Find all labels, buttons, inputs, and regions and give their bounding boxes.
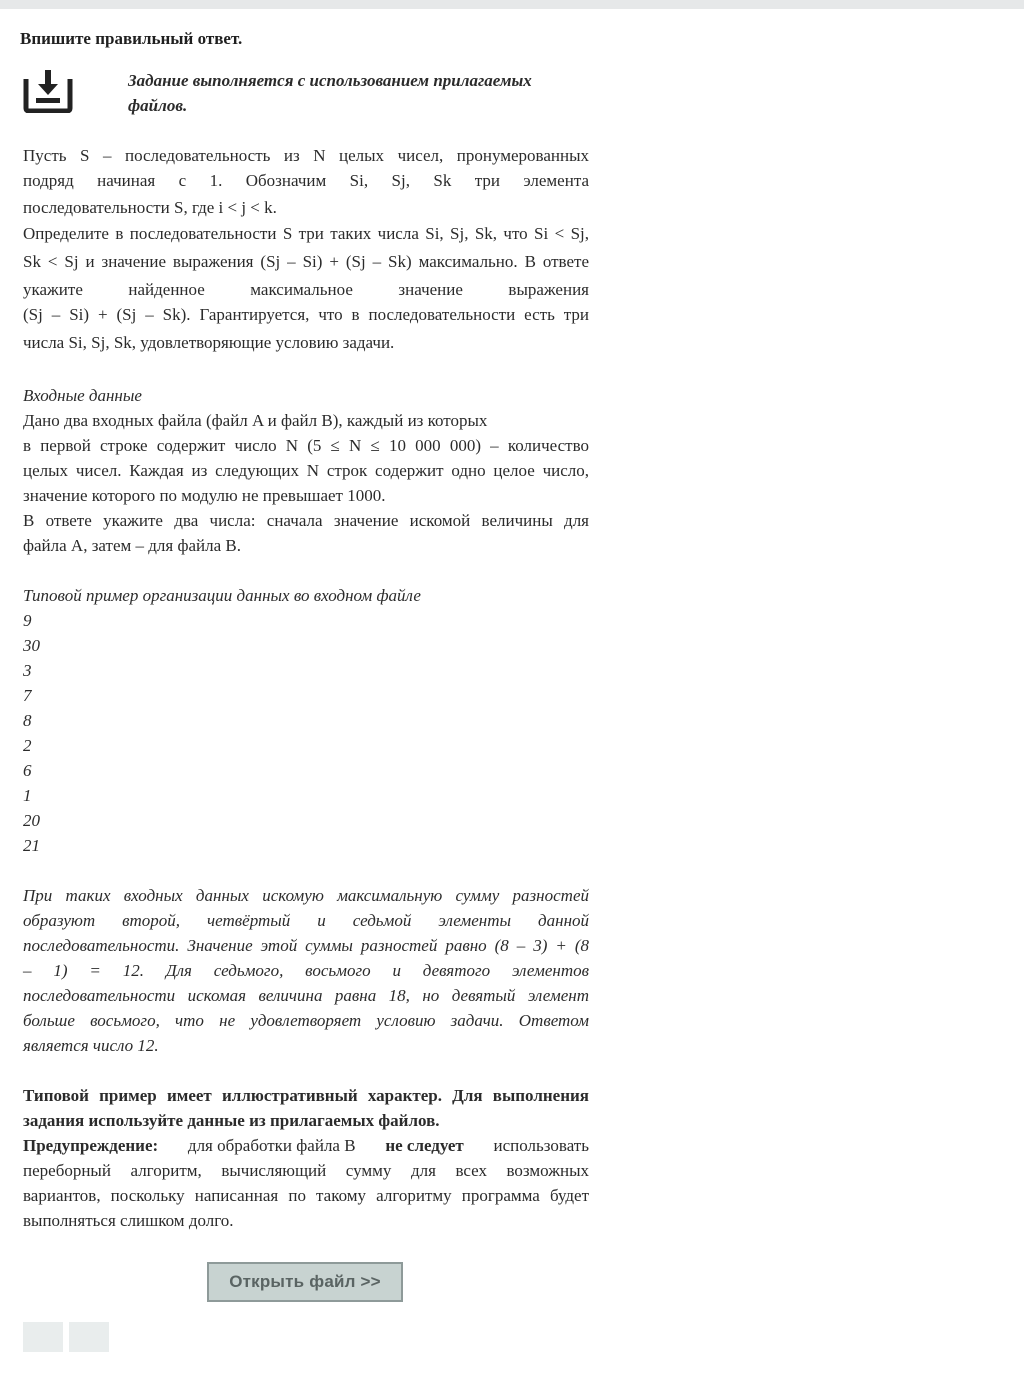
- instruction-title: Впишите правильный ответ.: [20, 29, 243, 48]
- example-number: 8: [23, 711, 32, 730]
- problem-line: подряд начиная с 1. Обозначим Si, Sj, Sk три элемента: [23, 171, 589, 190]
- top-bar: [0, 0, 1024, 9]
- problem-line: Пусть S – последовательность из N целых чисел, пронумерованных: [23, 146, 589, 165]
- problem-line: числа Si, Sj, Sk, удовлетворяющие условию задачи.: [23, 333, 395, 352]
- input-line: файла A, затем – для файла B.: [23, 536, 241, 555]
- input-line: В ответе укажите два числа: сначала значение искомой величины для: [23, 511, 589, 530]
- nav-placeholder-button[interactable]: [69, 1322, 109, 1352]
- warning-label: Предупреждение:: [23, 1136, 159, 1155]
- open-file-button[interactable]: Открыть файл >>: [207, 1262, 403, 1302]
- problem-line: (Sj – Si) + (Sj – Sk). Гарантируется, что в последовательности есть три: [23, 305, 589, 324]
- example-explanation: последовательности. Значение этой суммы разностей равно (8 – 3) + (8: [23, 936, 589, 955]
- example-explanation: При таких входных данных искомую максимальную сумму разностей: [23, 886, 589, 905]
- warning-line: переборный алгоритм, вычисляющий сумму для всех возможных: [23, 1161, 589, 1180]
- problem-line: Определите в последовательности S три таких числа Si, Sj, Sk, что Si < Sj,: [23, 224, 589, 243]
- warning-text: для обработки файла B: [187, 1136, 356, 1155]
- illustrative-note: задания используйте данные из прилагаемых файлов.: [23, 1111, 440, 1130]
- example-number: 7: [23, 686, 32, 705]
- input-heading: Входные данные: [23, 386, 142, 405]
- example-explanation: является число 12.: [23, 1036, 159, 1055]
- example-number: 3: [23, 661, 32, 680]
- example-explanation: – 1) = 12. Для седьмого, восьмого и девятого элементов: [23, 961, 589, 980]
- example-number: 6: [23, 761, 32, 780]
- example-number: 1: [23, 786, 32, 805]
- warning-text: использовать: [493, 1136, 589, 1155]
- warning-emphasis: не следует: [385, 1136, 464, 1155]
- warning-line: [23, 1133, 589, 1158]
- input-line: целых чисел. Каждая из следующих N строк содержит одно целое число,: [23, 461, 589, 480]
- example-number: 21: [23, 836, 40, 855]
- example-explanation: последовательности искомая величина равна 18, но девятый элемент: [23, 986, 589, 1005]
- example-number: 20: [23, 811, 40, 830]
- problem-line: последовательности S, где i < j < k.: [23, 198, 277, 217]
- illustrative-note: Типовой пример имеет иллюстративный характер. Для выполнения: [23, 1086, 589, 1105]
- warning-line: выполняться слишком долго.: [23, 1211, 234, 1230]
- problem-line: Sk < Sj и значение выражения (Sj – Si) + (Sj – Sk) максимально. В ответе: [23, 252, 589, 271]
- download-icon: [23, 67, 73, 113]
- example-number: 9: [23, 611, 32, 630]
- input-line: значение которого по модулю не превышает 1000.: [23, 486, 386, 505]
- example-number: 2: [23, 736, 32, 755]
- nav-placeholder-button[interactable]: [23, 1322, 63, 1352]
- problem-line: укажите найденное максимальное значение выражения: [23, 280, 589, 299]
- input-line: Дано два входных файла (файл A и файл B), каждый из которых: [23, 411, 488, 430]
- example-heading: Типовой пример организации данных во входном файле: [23, 586, 421, 605]
- input-line: в первой строке содержит число N (5 ≤ N ≤ 10 000 000) – количество: [23, 436, 589, 455]
- example-explanation: образуют второй, четвёртый и седьмой элементы данной: [23, 911, 589, 930]
- example-explanation: больше восьмого, что не удовлетворяет условию задачи. Ответом: [23, 1011, 589, 1030]
- files-note: Задание выполняется с использованием прилагаемых файлов.: [128, 71, 532, 115]
- example-number: 30: [23, 636, 40, 655]
- warning-line: вариантов, поскольку написанная по такому алгоритму программа будет: [23, 1186, 589, 1205]
